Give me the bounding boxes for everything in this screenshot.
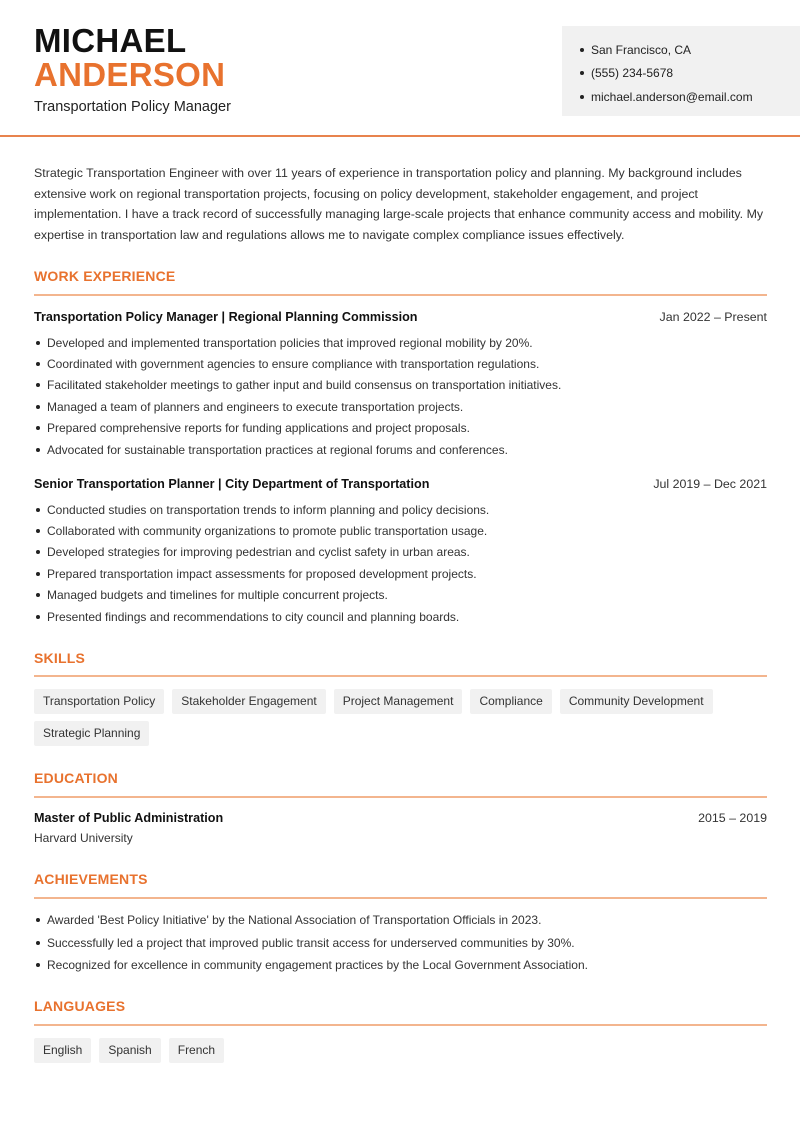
skill-tag: Community Development: [560, 689, 713, 714]
list-item-text: Recognized for excellence in community engagement practices by the Local Government Association.: [47, 958, 588, 973]
bullet-icon: [36, 426, 40, 430]
bullet-icon: [36, 572, 40, 576]
list-item-text: Managed budgets and timelines for multiple concurrent projects.: [47, 588, 388, 603]
section-title-languages: LANGUAGES: [34, 998, 126, 1014]
bullet-icon: [36, 341, 40, 345]
section-divider: [34, 1024, 767, 1026]
skill-tag: Project Management: [334, 689, 463, 714]
bullet-icon: [36, 550, 40, 554]
language-tag: Spanish: [99, 1038, 160, 1063]
bullet-icon: [36, 963, 40, 967]
contact-email-text: michael.anderson@email.com: [591, 89, 753, 104]
list-item: [34, 585, 767, 606]
section-title-work: WORK EXPERIENCE: [34, 268, 176, 284]
job-role: Senior Transportation Planner | City Department of Transportation: [34, 477, 430, 491]
bullet-icon: [580, 95, 584, 99]
contact-phone: [580, 62, 800, 86]
list-item-text: Advocated for sustainable transportation practices at regional forums and conferences.: [47, 442, 508, 457]
language-tag: English: [34, 1038, 91, 1063]
education-dates: 2015 – 2019: [698, 811, 767, 825]
list-item-text: Successfully led a project that improved public transit access for underserved communities by 30%.: [47, 935, 575, 950]
bullet-icon: [36, 918, 40, 922]
bullet-icon: [36, 405, 40, 409]
bullet-icon: [36, 593, 40, 597]
list-item-text: Prepared transportation impact assessments for proposed development projects.: [47, 566, 477, 581]
list-item: [34, 499, 767, 520]
bullet-icon: [36, 529, 40, 533]
list-item: [34, 563, 767, 584]
skill-tag: Strategic Planning: [34, 721, 149, 746]
contact-location: [580, 38, 800, 62]
list-item: [34, 542, 767, 563]
list-item: [34, 909, 767, 932]
education-school: Harvard University: [34, 831, 133, 845]
contact-location-text: San Francisco, CA: [591, 42, 692, 57]
section-title-education: EDUCATION: [34, 770, 118, 786]
skill-tag: Transportation Policy: [34, 689, 164, 714]
list-item: [34, 396, 767, 417]
contact-email: [580, 85, 800, 109]
education-degree: Master of Public Administration: [34, 811, 224, 825]
languages-tag-list: [34, 1038, 767, 1070]
last-name: ANDERSON: [34, 56, 226, 93]
skill-tag: Compliance: [470, 689, 551, 714]
list-item: [34, 439, 767, 460]
first-name: MICHAEL: [34, 22, 187, 59]
list-item: [34, 954, 767, 977]
bullet-icon: [580, 48, 584, 52]
job-header: [34, 310, 767, 324]
bullet-icon: [36, 615, 40, 619]
list-item: [34, 418, 767, 439]
list-item-text: Collaborated with community organizations to promote public transportation usage.: [47, 524, 488, 539]
list-item: [34, 353, 767, 374]
bullet-icon: [36, 941, 40, 945]
list-item-text: Facilitated stakeholder meetings to gather input and build consensus on transportation initiatives.: [47, 378, 562, 393]
list-item-text: Managed a team of planners and engineers to execute transportation projects.: [47, 399, 464, 414]
contact-box: [562, 26, 800, 116]
list-item-text: Coordinated with government agencies to ensure compliance with transportation regulations.: [47, 357, 540, 372]
list-item: [34, 375, 767, 396]
list-item-text: Developed strategies for improving pedestrian and cyclist safety in urban areas.: [47, 545, 470, 560]
list-item: [34, 520, 767, 541]
resume-header: [0, 0, 800, 137]
list-item-text: Conducted studies on transportation trends to inform planning and policy decisions.: [47, 502, 490, 517]
summary-paragraph: Strategic Transportation Engineer with over 11 years of experience in transportation policy and planning. My background includes extensive work on regional transportation projects, focusing on policy development, stakeholder engagement, and project implementation. I have a track record of successfully managing large-scale projects that enhance community access and mobility. My expertise in transportation law and regulations allows me to navigate complex compliance issues effectively.: [34, 166, 764, 242]
bullet-icon: [36, 508, 40, 512]
section-title-achievements: ACHIEVEMENTS: [34, 871, 148, 887]
job-title: Transportation Policy Manager: [34, 99, 231, 115]
list-item-text: Developed and implemented transportation policies that improved regional mobility by 20%.: [47, 335, 533, 350]
bullet-icon: [36, 383, 40, 387]
skills-tag-list: [34, 689, 767, 753]
job-header: [34, 477, 767, 491]
job-bullet-list: [34, 332, 767, 460]
section-divider: [34, 675, 767, 677]
bullet-icon: [580, 71, 584, 75]
achievements-list: [34, 909, 767, 977]
list-item-text: Prepared comprehensive reports for funding applications and project proposals.: [47, 421, 470, 436]
job-dates: Jan 2022 – Present: [659, 310, 767, 324]
job-role: Transportation Policy Manager | Regional Planning Commission: [34, 310, 418, 324]
language-tag: French: [169, 1038, 224, 1063]
section-title-skills: SKILLS: [34, 650, 85, 666]
list-item-text: Presented findings and recommendations to city council and planning boards.: [47, 609, 460, 624]
list-item: [34, 332, 767, 353]
section-divider: [34, 294, 767, 296]
section-divider: [34, 897, 767, 899]
list-item: [34, 932, 767, 955]
bullet-icon: [36, 448, 40, 452]
contact-phone-text: (555) 234-5678: [591, 66, 674, 81]
skill-tag: Stakeholder Engagement: [172, 689, 325, 714]
list-item: [34, 606, 767, 627]
job-dates: Jul 2019 – Dec 2021: [653, 477, 767, 491]
bullet-icon: [36, 362, 40, 366]
job-bullet-list: [34, 499, 767, 627]
list-item-text: Awarded 'Best Policy Initiative' by the National Association of Transportation Officials in 2023.: [47, 913, 542, 928]
section-divider: [34, 796, 767, 798]
